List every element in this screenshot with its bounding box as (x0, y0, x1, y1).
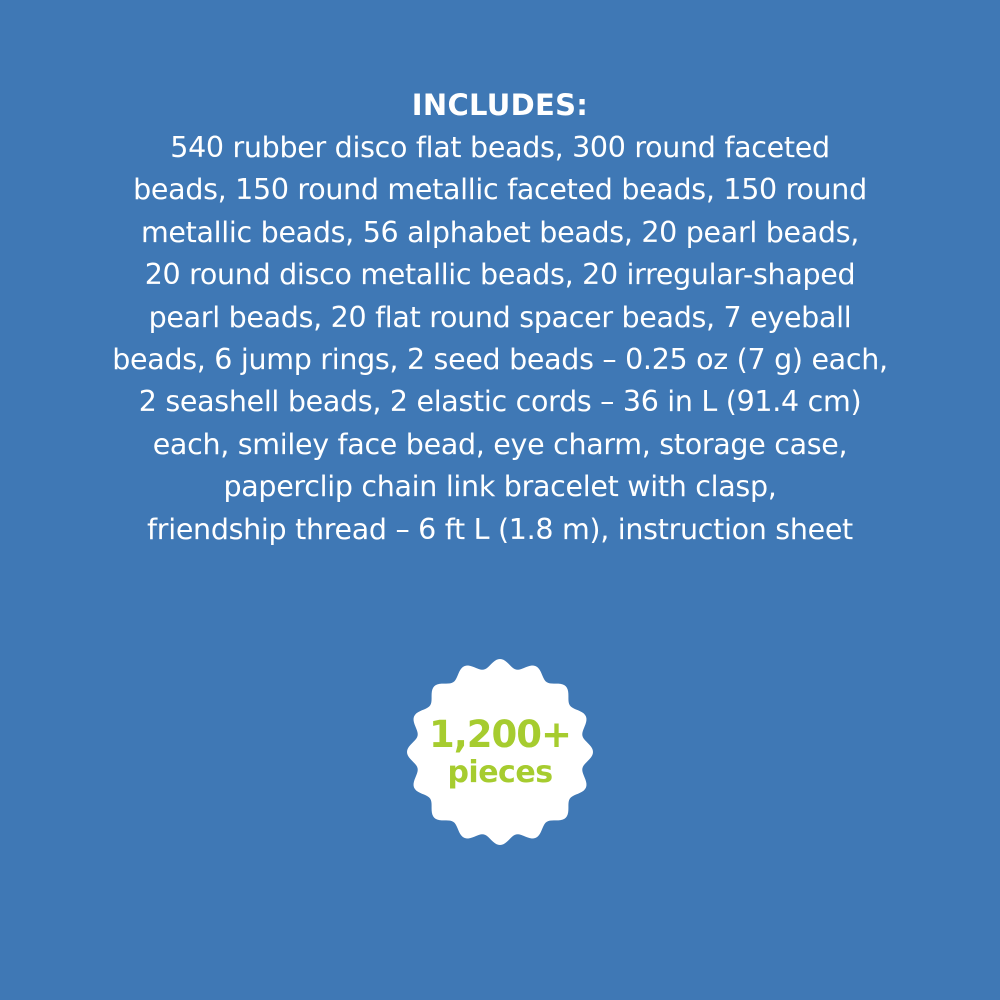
includes-line: metallic beads, 56 alphabet beads, 20 pearl beads, (140, 215, 860, 249)
badge-text (405, 657, 595, 847)
includes-section (0, 84, 1000, 551)
includes-line: 2 seashell beads, 2 elastic cords – 36 in L (91.4 cm) (138, 385, 862, 419)
includes-heading: INCLUDES: (411, 88, 589, 122)
includes-line: 540 rubber disco flat beads, 300 round faceted (170, 131, 830, 164)
includes-line: paperclip chain link bracelet with clasp, (223, 470, 777, 504)
includes-line: pearl beads, 20 flat round spacer beads, 7 eyeball (148, 300, 852, 334)
badge-count: 1,200+ (428, 713, 572, 756)
includes-line: friendship thread – 6 ft L (1.8 m), instruction sheet (147, 512, 853, 546)
includes-line: each, smiley face bead, eye charm, storage case, (152, 427, 848, 461)
includes-list (0, 127, 1000, 551)
badge-unit: pieces (447, 755, 553, 790)
includes-line: beads, 6 jump rings, 2 seed beads – 0.25 oz (7 g) each, (112, 343, 888, 377)
piece-count-badge (405, 657, 595, 847)
includes-line: 20 round disco metallic beads, 20 irregular-shaped (144, 258, 856, 292)
includes-line: beads, 150 round metallic faceted beads, 150 round (133, 173, 867, 207)
